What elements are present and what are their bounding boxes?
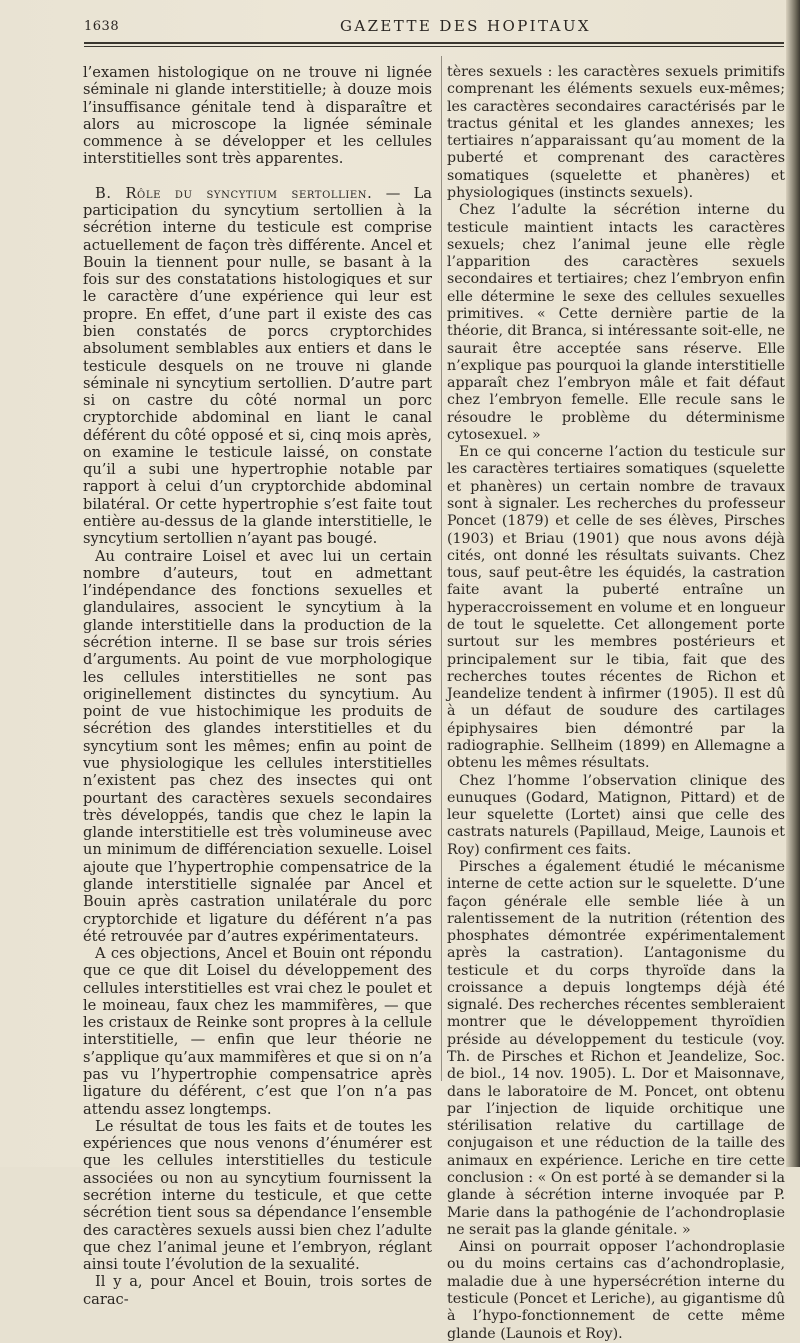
paragraph: Il y a, pour Ancel et Bouin, trois sortes de carac- [83,1273,432,1308]
paragraph: Le résultat de tous les faits et de toutes les expériences que nous venons d’énumérer est que les cellules interstitielles du testicule associées ou non au syncytium fournissent la secrétion interne du testicule, et que cette sécrétion tient sous sa dépendance l’ensemble des caractères sexuels aussi bien chez l’adulte que chez l’animal jeune et l’embryon, réglant ainsi toute l’évolution de la sexualité. [83,1117,432,1274]
left-column [83,64,432,1308]
page-edge-shadow [786,0,800,1167]
paragraph: tères sexuels : les caractères sexuels primitifs comprenant les éléments sexuels eux-mêmes; les caractères secondaires caractérisés par le tractus génital et les glandes annexes; les tertiaires n’apparaissant qu’au moment de la puberté et comprenant des caractères somatiques (squelette et phanères) et physiologiques (instincts sexuels). [447,64,785,201]
paragraph: Pirsches a également étudié le mécanisme interne de cette action sur le squelette. D’une façon générale elle semble liée à un ralentissement de la nutrition (rétention des phosphates démontrée expérimentalement après la castration). L’antagonisme du testicule et du corps thyroïde dans la croissance a depuis longtemps déjà été signalé. Des recherches récentes sembleraient montrer que le développement thyroïdien préside au développement du testicule (voy. Th. de Pirsches et Richon et Jeandelize, Soc. de biol., 14 nov. 1905). L. Dor et Maisonnave, dans le laboratoire de M. Poncet, ont obtenu par l’injection de liquide orchitique une stérilisation relative du cartillage de conjugaison et une réduction de la taille des animaux en expérience. Leriche en tire cette conclusion : « On est porté à se demander si la glande à sécrétion interne invoquée par P. Marie dans la pathogénie de l’achondroplasie ne serait pas la glande génitale. » [447,858,785,1238]
paragraph: Chez l’adulte la sécrétion interne du testicule maintient intacts les caractères sexuels; chez l’animal jeune elle règle l’apparition des caractères sexuels secondaires et tertiaires; chez l’embryon enfin elle détermine le sexe des cellules sexuelles primitives. « Cette dernière partie de la théorie, dit Branca, si intéressante soit-elle, ne saurait être acceptée sans réserve. Elle n’explique pas pourquoi la glande interstitielle apparaît chez l’embryon mâle et fait défaut chez l’embryon femelle. Elle recule sans le résoudre le problème du déterminisme cytosexuel. » [447,202,785,443]
paragraph: Au contraire Loisel et avec lui un certain nombre d’auteurs, tout en admettant l’indépendance des fonctions sexuelles et glandulaires, associent le syncytium à la glande interstitielle dans la production de la sécrétion interne. Il se base sur trois séries d’arguments. Au point de vue morphologique les cellules interstitielles ne sont pas originellement distinctes du syncytium. Au point de vue histochimique les produits de sécrétion des glandes interstitielles et du syncytium sont les mêmes; enfin au point de vue physiologique les cellules interstitielles n’existent pas chez des insectes qui ont pourtant des caractères sexuels secondaires très développés, tandis que chez le lapin la glande interstitielle est très volumineuse avec un minimum de différenciation sexuelle. Loisel ajoute que l’hypertrophie compensatrice de la glande interstitielle signalée par Ancel et Bouin après castration unilatérale du porc cryptorchide et ligature du déférent n’a pas été retrouvée par d’autres expérimentateurs. [83,547,432,945]
right-column [447,64,785,1343]
paragraph: En ce qui concerne l’action du testicule sur les caractères tertiaires somatiques (squelette et phanères) un certain nombre de travaux sont à signaler. Les recherches du professeur Poncet (1879) et celle de ses élèves, Pirsches (1903) et Briau (1901) que nous avons déjà cités, ont donné les résultats suivants. Chez tous, sauf peut-être les équidés, la castration faite avant la puberté entraîne un hyperaccroissement en volume et en longueur de tout le squelette. Cet allongement porte surtout sur les membres postérieurs et principalement sur le tibia, fait que des recherches toutes récentes de Richon et Jeandelize tendent à infirmer (1905). Il est dû à un défaut de soudure des cartilages épiphysaires bien démontré par la radiographie. Sellheim (1899) en Allemagne a obtenu les mêmes résultats. [447,444,785,772]
page-header [0,0,786,48]
column-divider [441,56,442,1081]
paragraph: A ces objections, Ancel et Bouin ont répondu que ce que dit Loisel du développement des cellules interstitielles est vrai chez le poulet et le moineau, faux chez les mammifères, — que les cristaux de Reinke sont propres à la cellule interstitielle, — enfin que leur théorie ne s’applique qu’aux mammifères et que si on n’a pas vu l’hypertrophie compensatrice après ligature du déférent, c’est que l’on n’a pas attendu assez longtemps. [83,945,432,1118]
section-paragraph [83,185,432,548]
paragraph: Chez l’homme l’observation clinique des eunuques (Godard, Matignon, Pittard) et de leur squelette (Lortet) ainsi que celle des castrats naturels (Papillaud, Meige, Launois et Roy) confirment ces faits. [447,772,785,858]
header-rule-thin [84,46,784,47]
running-title: GAZETTE DES HOPITAUX [340,17,591,35]
paragraph: l’examen histologique on ne trouve ni lignée séminale ni glande interstitielle; à douze mois l’insuffisance génitale tend à disparaître et alors au microscope la lignée séminale commence à se développer et les cellules interstitielles sont très apparentes. [83,64,432,168]
paragraph: Ainsi on pourrait opposer l’achondroplasie ou du moins certains cas d’achondroplasie, maladie due à une hypersécrétion interne du testicule (Poncet et Leriche), au gigantisme dû à l’hypo-fonctionnement de cette même glande (Launois et Roy). [447,1239,785,1342]
paragraph-text: — La participation du syncytium sertollien à la sécrétion interne du testicule est comprise actuellement de façon très différente. Ancel et Bouin la tiennent pour nulle, se basant à la fois sur des constatations histologiques et sur le caractère d’une expérience qui leur est propre. En effet, d’une part il existe des cas bien constatés de porcs cryptorchides absolument semblables aux entiers et dans le testicule desquels on ne trouve ni glande séminale ni syncytium sertollien. D’autre part si on castre du côté normal un porc cryptorchide abdominal en liant le canal déférent du côté opposé et si, cinq mois après, on examine le testicule laissé, on constate qu’il a subi une hypertrophie notable par rapport à celui d’un cryptorchide abdominal bilatéral. Or cette hypertrophie s’est faite tout entière au-dessus de la glande interstitielle, le syncytium sertollien n’ayant pas bougé. [83,184,433,548]
header-rule [84,42,784,44]
section-heading: B. Rôle du syncytium sertollien. [95,184,373,202]
page-number: 1638 [84,19,120,34]
